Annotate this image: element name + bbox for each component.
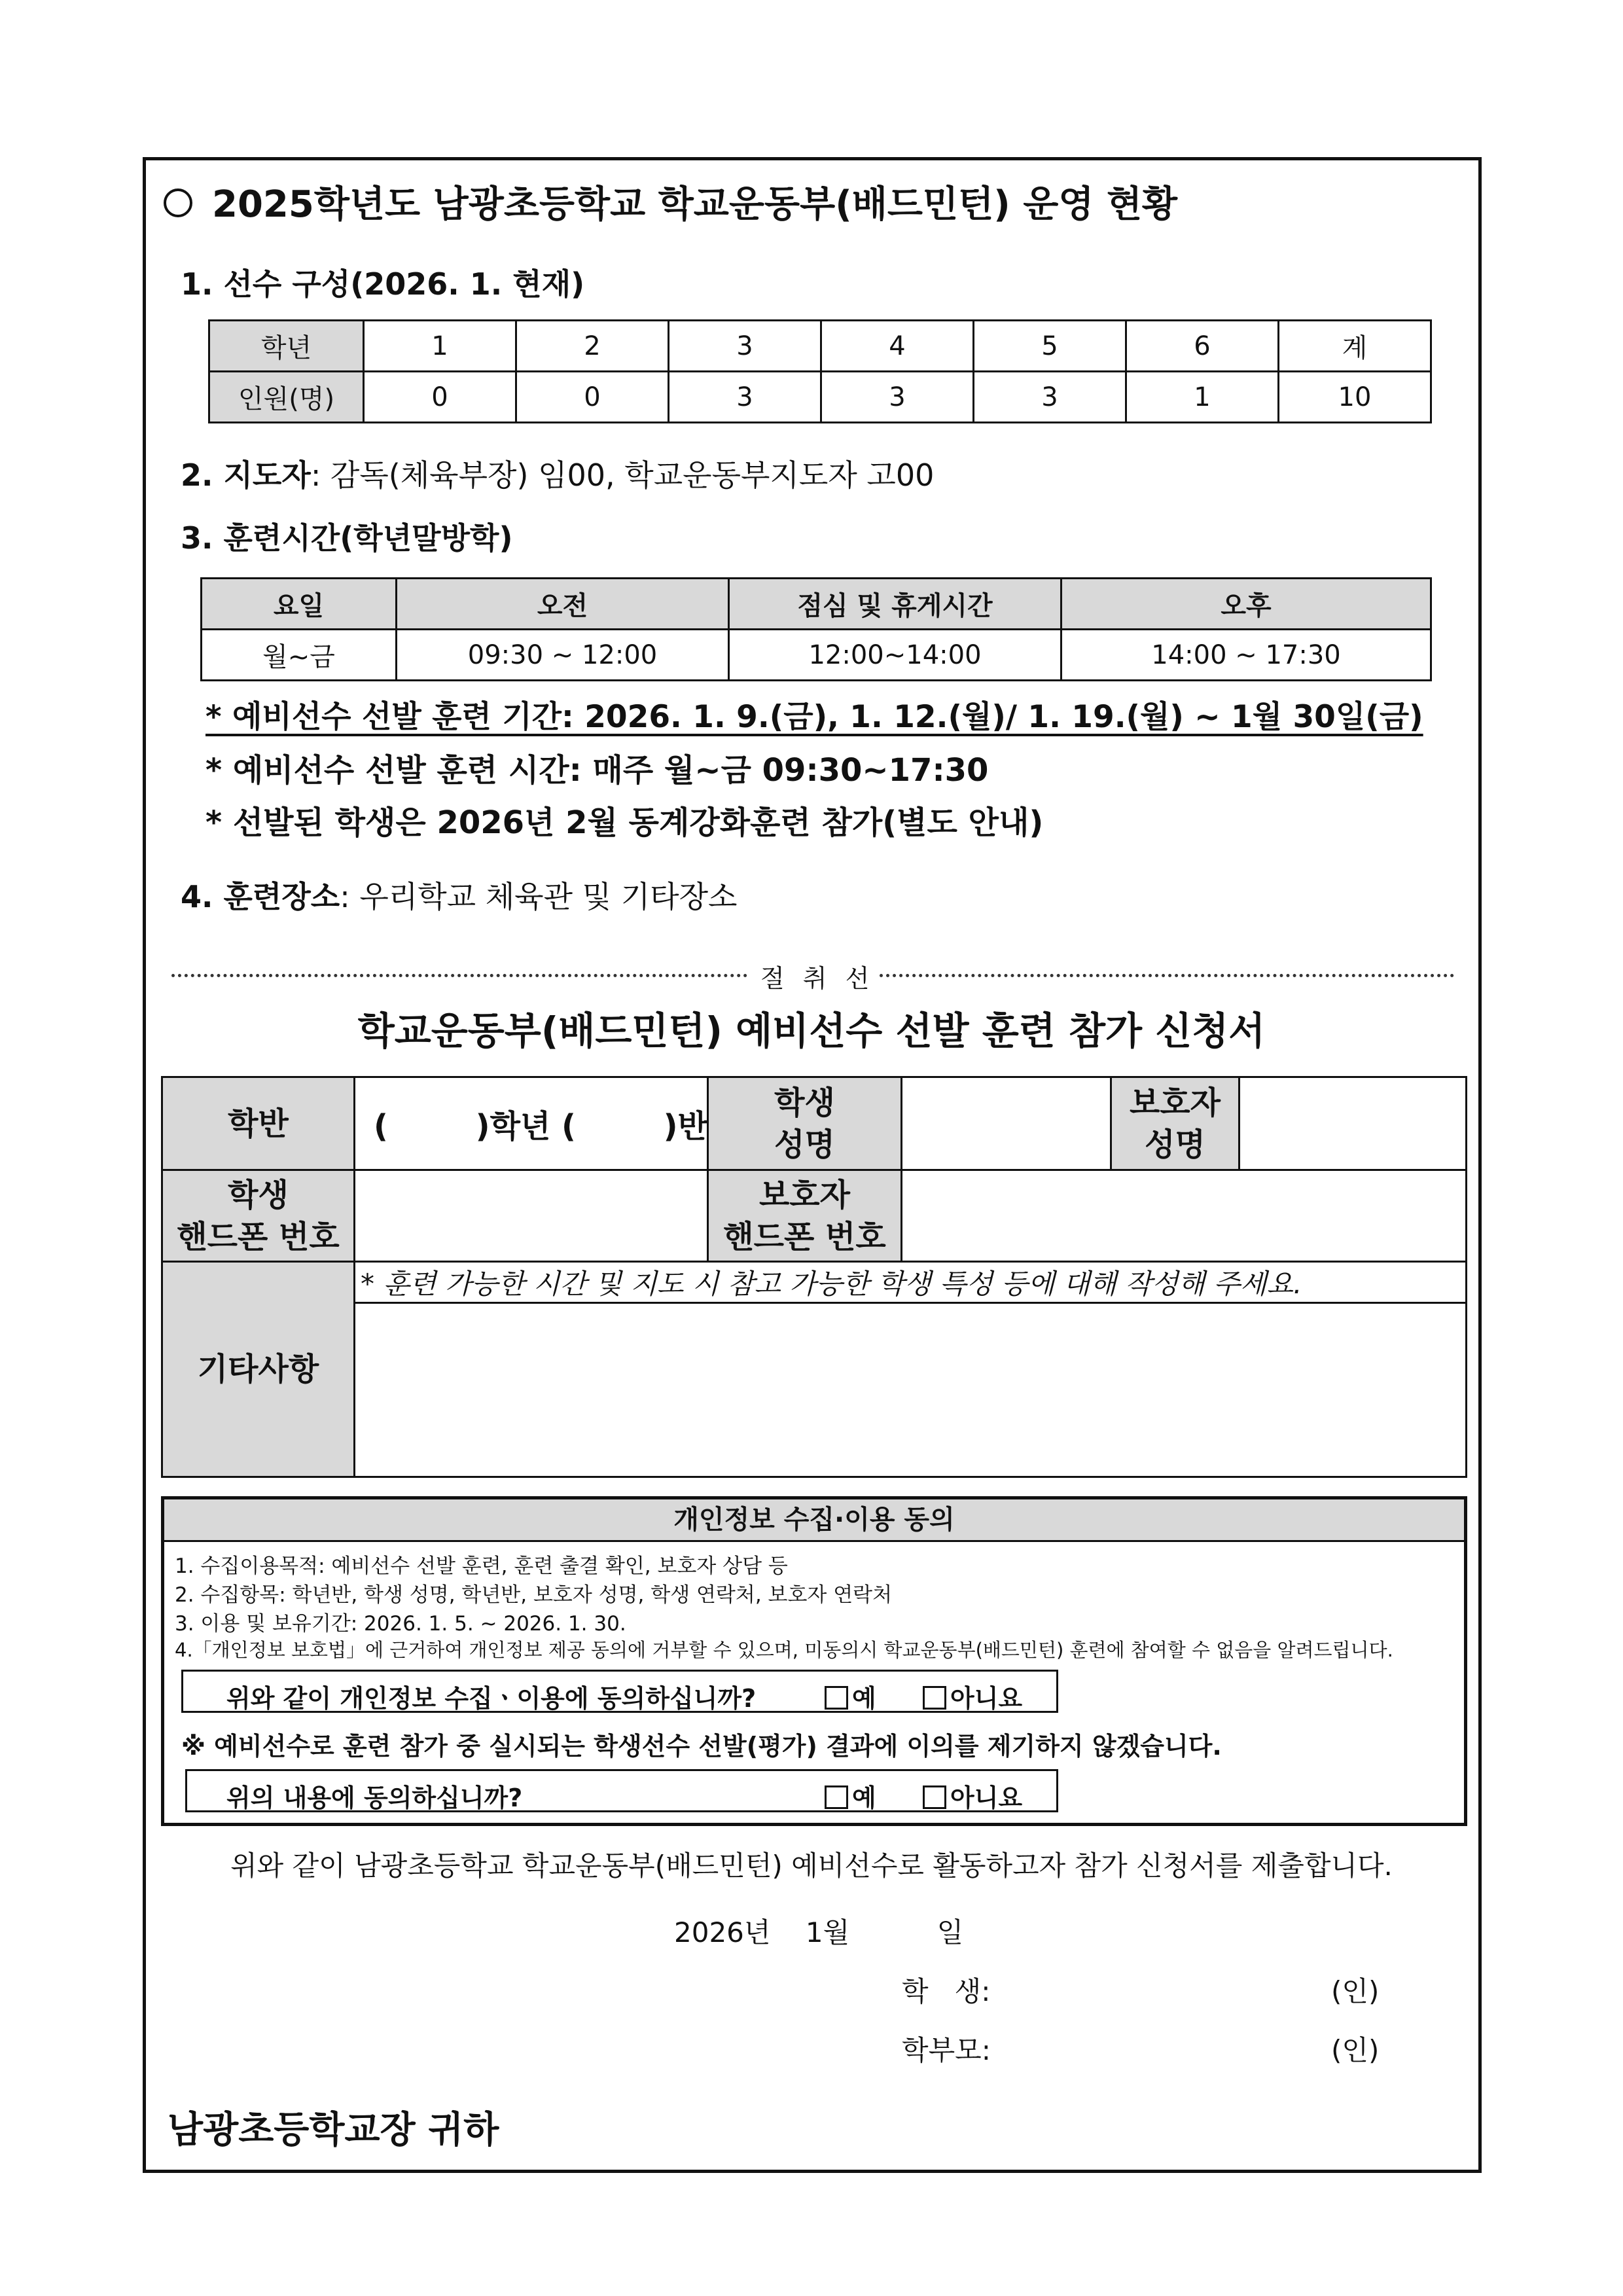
consent1-yes-label: 예 bbox=[852, 1684, 876, 1713]
grade-cell: 3 bbox=[669, 321, 821, 372]
consent-section bbox=[161, 1496, 1467, 1826]
section2-heading: 2. 지도자 bbox=[181, 457, 311, 493]
submission-statement: 위와 같이 남광초등학교 학교운동부(배드민턴) 예비선수로 활동하고자 참가 신청서를 제출합니다. bbox=[230, 1850, 1393, 1882]
checkbox-icon[interactable] bbox=[825, 1785, 848, 1809]
circle-bullet-icon bbox=[164, 188, 192, 217]
grade-cell: 1 bbox=[364, 321, 516, 372]
section1-heading: 1. 선수 구성(2026. 1. 현재) bbox=[181, 266, 585, 302]
consent-question-2-text: 위의 내용에 동의하십니까? bbox=[226, 1784, 523, 1812]
grade-cell: 5 bbox=[974, 321, 1126, 372]
section2-text: : 감독(체육부장) 임00, 학교운동부지도자 고00 bbox=[310, 457, 935, 493]
schedule-cell: 14:00 ~ 17:30 bbox=[1061, 630, 1431, 681]
guardian-name-field[interactable] bbox=[1240, 1077, 1467, 1170]
consent-item: 4.「개인정보 보호법」에 근거하여 개인정보 제공 동의에 거부할 수 있으며, 미동의시 학교운동부(배드민턴) 훈련에 참여할 수 없음을 알려드립니다. bbox=[175, 1639, 1393, 1661]
submission-date: 2026년 1월 일 bbox=[674, 1916, 964, 1948]
section4-line bbox=[181, 873, 737, 916]
section4-heading: 4. 훈련장소 bbox=[181, 879, 340, 914]
guardian-phone-label: 보호자 핸드폰 번호 bbox=[708, 1170, 902, 1262]
form-row-phone bbox=[162, 1170, 1467, 1262]
student-phone-field[interactable] bbox=[355, 1170, 708, 1262]
consent-question-1-text: 위와 같이 개인정보 수집ㆍ이용에 동의하십니까? bbox=[226, 1684, 757, 1713]
schedule-cell: 월~금 bbox=[202, 630, 397, 681]
consent1-no-label: 아니요 bbox=[950, 1684, 1023, 1713]
document-heading bbox=[164, 175, 1177, 228]
count-header-cell: 인원(명) bbox=[209, 372, 364, 423]
consent-item: 2. 수집항목: 학년반, 학생 성명, 학년반, 보호자 성명, 학생 연락처, 보호자 연락처 bbox=[175, 1583, 893, 1607]
consent1-no-option[interactable] bbox=[923, 1678, 1022, 1714]
count-cell: 3 bbox=[821, 372, 974, 423]
class-field[interactable]: ( )학년 ( )반 bbox=[355, 1077, 708, 1170]
page-title: 2025학년도 남광초등학교 학교운동부(배드민턴) 운영 현황 bbox=[212, 183, 1178, 226]
schedule-row bbox=[202, 630, 1431, 681]
section3-heading: 3. 훈련시간(학년말방학) bbox=[181, 520, 513, 556]
parent-seal[interactable]: (인) bbox=[1331, 2034, 1380, 2066]
cut-line bbox=[171, 949, 1454, 993]
addressee: 남광초등학교장 귀하 bbox=[168, 2109, 499, 2151]
training-time-note: * 예비선수 선발 훈련 시간: 매주 월~금 09:30~17:30 bbox=[205, 752, 989, 789]
count-cell: 3 bbox=[669, 372, 821, 423]
selection-note: * 선발된 학생은 2026년 2월 동계강화훈련 참가(별도 안내) bbox=[205, 804, 1044, 841]
form-title: 학교운동부(배드민턴) 예비선수 선발 훈련 참가 신청서 bbox=[357, 1009, 1266, 1053]
form-row-etc-hint bbox=[162, 1262, 1467, 1303]
count-cell: 3 bbox=[974, 372, 1126, 423]
roster-table bbox=[208, 319, 1432, 423]
class-label: 학반 bbox=[162, 1077, 355, 1170]
application-form bbox=[161, 1076, 1467, 1478]
student-seal[interactable]: (인) bbox=[1331, 1975, 1380, 2007]
etc-field[interactable] bbox=[355, 1303, 1467, 1477]
count-cell: 0 bbox=[516, 372, 669, 423]
schedule-cell: 12:00~14:00 bbox=[729, 630, 1061, 681]
guardian-phone-field[interactable] bbox=[902, 1170, 1467, 1262]
consent-item: 3. 이용 및 보유기간: 2026. 1. 5. ~ 2026. 1. 30. bbox=[175, 1612, 626, 1636]
checkbox-icon[interactable] bbox=[923, 1686, 946, 1710]
schedule-header-row bbox=[202, 579, 1431, 630]
consent2-no-option[interactable] bbox=[923, 1778, 1022, 1814]
consent-item: 1. 수집이용목적: 예비선수 선발 훈련, 훈련 출결 확인, 보호자 상담 등 bbox=[175, 1554, 788, 1578]
objection-notice: ※ 예비선수로 훈련 참가 중 실시되는 학생선수 선발(평가) 결과에 이의를 제기하지 않겠습니다. bbox=[181, 1732, 1222, 1761]
grade-total-cell: 계 bbox=[1279, 321, 1431, 372]
consent2-yes-label: 예 bbox=[852, 1784, 876, 1812]
etc-label: 기타사항 bbox=[162, 1262, 355, 1477]
grade-cell: 6 bbox=[1126, 321, 1279, 372]
schedule-table bbox=[200, 577, 1432, 681]
cut-line-label: 절 취 선 bbox=[760, 964, 875, 993]
checkbox-icon[interactable] bbox=[825, 1686, 848, 1710]
schedule-cell: 09:30 ~ 12:00 bbox=[397, 630, 729, 681]
roster-count-row bbox=[209, 372, 1431, 423]
consent1-yes-option[interactable] bbox=[825, 1678, 876, 1714]
count-cell: 1 bbox=[1126, 372, 1279, 423]
count-cell: 0 bbox=[364, 372, 516, 423]
grade-header-cell: 학년 bbox=[209, 321, 364, 372]
form-row-identity bbox=[162, 1077, 1467, 1170]
count-total-cell: 10 bbox=[1279, 372, 1431, 423]
consent2-yes-option[interactable] bbox=[825, 1778, 876, 1814]
parent-signature-label: 학부모: bbox=[902, 2034, 991, 2066]
grade-cell: 4 bbox=[821, 321, 974, 372]
consent-title: 개인정보 수집·이용 동의 bbox=[164, 1499, 1464, 1542]
section4-text: : 우리학교 체육관 및 기타장소 bbox=[340, 879, 738, 914]
consent-question-1 bbox=[181, 1670, 1058, 1713]
consent-question-2 bbox=[185, 1769, 1058, 1812]
section2-line bbox=[181, 452, 934, 495]
checkbox-icon[interactable] bbox=[923, 1785, 946, 1809]
cut-line-dots-left bbox=[171, 974, 747, 977]
schedule-header-cell: 오후 bbox=[1061, 579, 1431, 630]
etc-hint: * 훈련 가능한 시간 및 지도 시 참고 가능한 학생 특성 등에 대해 작성해 주세요. bbox=[355, 1262, 1467, 1303]
student-signature-label: 학 생: bbox=[902, 1975, 991, 2007]
schedule-header-cell: 오전 bbox=[397, 579, 729, 630]
student-name-field[interactable] bbox=[902, 1077, 1111, 1170]
student-phone-label: 학생 핸드폰 번호 bbox=[162, 1170, 355, 1262]
training-period-note: * 예비선수 선발 훈련 기간: 2026. 1. 9.(금), 1. 12.(월)/ 1. 19.(월) ~ 1월 30일(금) bbox=[205, 699, 1423, 735]
student-name-label: 학생 성명 bbox=[708, 1077, 902, 1170]
form-row-etc bbox=[162, 1303, 1467, 1477]
guardian-name-label: 보호자 성명 bbox=[1111, 1077, 1240, 1170]
cut-line-dots-right bbox=[880, 974, 1454, 977]
roster-grade-row bbox=[209, 321, 1431, 372]
schedule-header-cell: 점심 및 휴게시간 bbox=[729, 579, 1061, 630]
consent2-no-label: 아니요 bbox=[950, 1784, 1023, 1812]
grade-cell: 2 bbox=[516, 321, 669, 372]
schedule-header-cell: 요일 bbox=[202, 579, 397, 630]
